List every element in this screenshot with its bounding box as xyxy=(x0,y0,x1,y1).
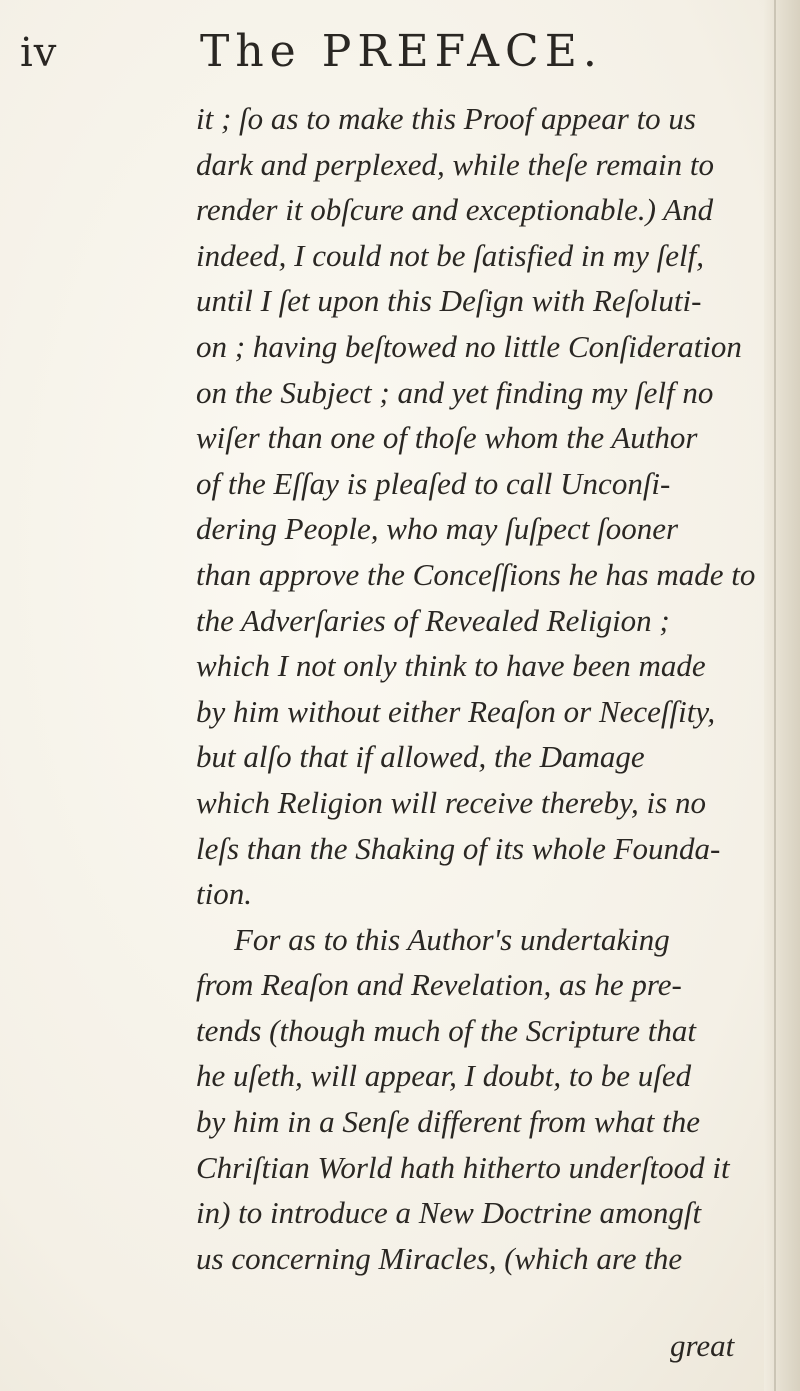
text-line: in) to introduce a New Doctrine amongſt xyxy=(196,1195,702,1231)
text-line: the Adverſaries of Revealed Religion ; xyxy=(196,602,670,638)
paragraph-start-line: For as to this Author's undertaking xyxy=(234,921,670,957)
text-line: tion. xyxy=(196,876,252,912)
text-line: on ; having beſtowed no little Conſideration xyxy=(196,328,742,364)
text-line: which Religion will receive thereby, is no xyxy=(196,784,706,820)
text-line: it ; ſo as to make this Proof appear to us xyxy=(196,101,696,136)
text-line: tends (though much of the Scripture that xyxy=(196,1012,696,1048)
text-line: from Reaſon and Revelation, as he pre- xyxy=(196,967,682,1003)
text-line: which I not only think to have been made xyxy=(196,648,706,684)
text-line: dark and perplexed, while theſe remain to xyxy=(196,146,714,182)
text-line: of the Eſſay is pleaſed to call Unconſi- xyxy=(196,465,671,501)
text-line: us concerning Miracles, (which are the xyxy=(196,1240,683,1276)
text-line: he uſeth, will appear, I doubt, to be uſed xyxy=(196,1058,692,1094)
text-line: indeed, I could not be ſatisfied in my ſelf, xyxy=(196,237,704,273)
text-line: until I ſet upon this Deſign with Reſoluti- xyxy=(196,283,702,319)
running-head: The PREFACE. xyxy=(200,26,603,77)
page-number: iv xyxy=(20,30,58,76)
text-line: render it obſcure and exceptionable.) And xyxy=(196,192,714,228)
text-line: than approve the Conceſſions he has made to xyxy=(196,556,756,592)
text-line: on the Subject ; and yet finding my ſelf no xyxy=(196,374,714,410)
text-line: leſs than the Shaking of its whole Founda- xyxy=(196,830,721,866)
page-gutter-edge xyxy=(764,0,800,1391)
body-text xyxy=(196,96,766,1281)
text-line: but alſo that if allowed, the Damage xyxy=(196,739,645,775)
text-line: by him without either Reaſon or Neceſſity, xyxy=(196,693,716,729)
text-line: dering People, who may ſuſpect ſooner xyxy=(196,511,679,547)
text-line: wiſer than one of thoſe whom the Author xyxy=(196,420,698,456)
catchword: great xyxy=(670,1328,735,1363)
text-line: by him in a Senſe different from what the xyxy=(196,1104,700,1140)
text-line: Chriſtian World hath hitherto underſtood it xyxy=(196,1149,730,1185)
